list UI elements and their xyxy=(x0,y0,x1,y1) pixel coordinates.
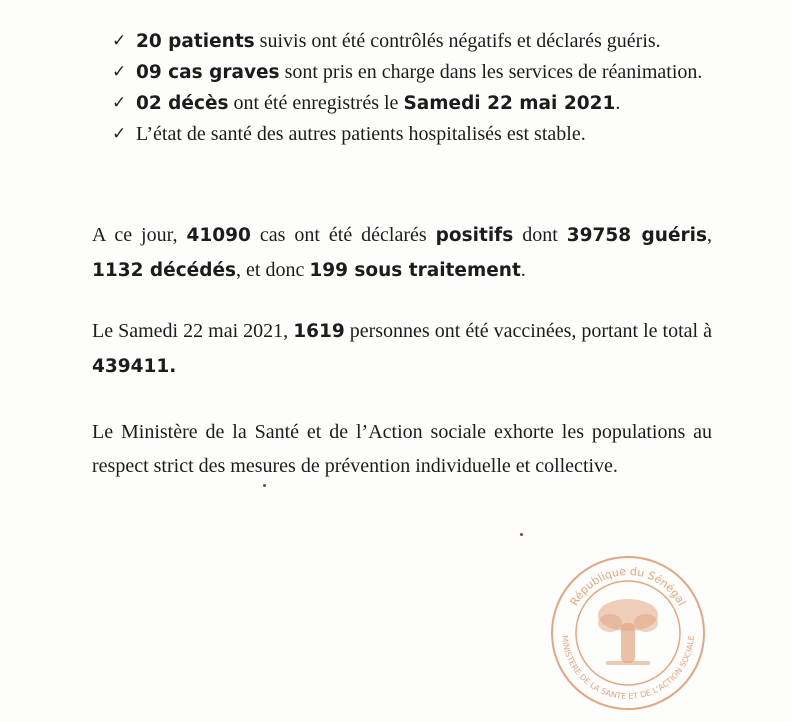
bold-text: 1132 décédés xyxy=(92,260,237,281)
list-item xyxy=(112,88,712,119)
bold-text: positifs xyxy=(435,225,514,246)
text-run: . xyxy=(520,259,526,281)
check-icon: ✓ xyxy=(112,124,127,144)
summary-paragraph xyxy=(92,218,712,288)
bold-text: 39758 guéris xyxy=(566,225,707,246)
bullet-list xyxy=(112,26,712,150)
baobab-tree-emblem xyxy=(598,599,658,665)
vaccination-paragraph xyxy=(92,314,712,384)
bullet-text xyxy=(136,26,712,57)
scan-speck xyxy=(263,484,266,487)
bullet-text: L’état de santé des autres patients hospitalisés est stable. xyxy=(136,123,586,145)
bold-date: Samedi 22 mai 2021 xyxy=(403,93,616,114)
text-run: personnes ont été vaccinées, portant le total à xyxy=(344,320,712,342)
bold-text: 199 sous traitement xyxy=(309,260,521,281)
bold-text: 20 patients xyxy=(136,31,255,52)
exhortation-paragraph: Le Ministère de la Santé et de l’Action sociale exhorte les populations au respect strict des mesures de prévention individuelle et collective. xyxy=(92,421,712,477)
list-item xyxy=(112,119,712,150)
text-run: , et donc xyxy=(236,259,310,281)
bold-text: 1619 xyxy=(293,321,345,342)
stamp-top-text: République du Sénégal xyxy=(567,564,689,609)
bold-text: 439411. xyxy=(92,356,177,377)
bullet-mid: ont été enregistrés le xyxy=(228,92,404,114)
bullet-end: . xyxy=(615,92,621,114)
text-run: Le Samedi 22 mai 2021, xyxy=(92,320,294,342)
text-run: A ce jour, xyxy=(92,224,187,246)
list-item xyxy=(112,26,712,57)
bold-text: 02 décès xyxy=(136,93,229,114)
text-run: cas ont été déclarés xyxy=(250,224,436,246)
scan-speck xyxy=(520,533,523,536)
bullet-text xyxy=(136,57,712,88)
text-run: , xyxy=(707,224,712,246)
bold-text: 09 cas graves xyxy=(136,62,280,83)
bullet-text xyxy=(136,88,712,119)
check-icon: ✓ xyxy=(112,31,127,51)
check-icon: ✓ xyxy=(112,62,127,82)
text-run: dont xyxy=(513,224,567,246)
official-stamp xyxy=(548,553,708,713)
bullet-rest: sont pris en charge dans les services de réanimation. xyxy=(279,61,703,83)
list-item xyxy=(112,57,712,88)
bold-text: 41090 xyxy=(186,225,251,246)
bullet-rest: suivis ont été contrôlés négatifs et déclarés guéris. xyxy=(254,30,661,52)
check-icon: ✓ xyxy=(112,93,127,113)
stamp-bottom-text: MINISTERE DE LA SANTE ET DE L'ACTION SOCIALE xyxy=(559,634,696,702)
